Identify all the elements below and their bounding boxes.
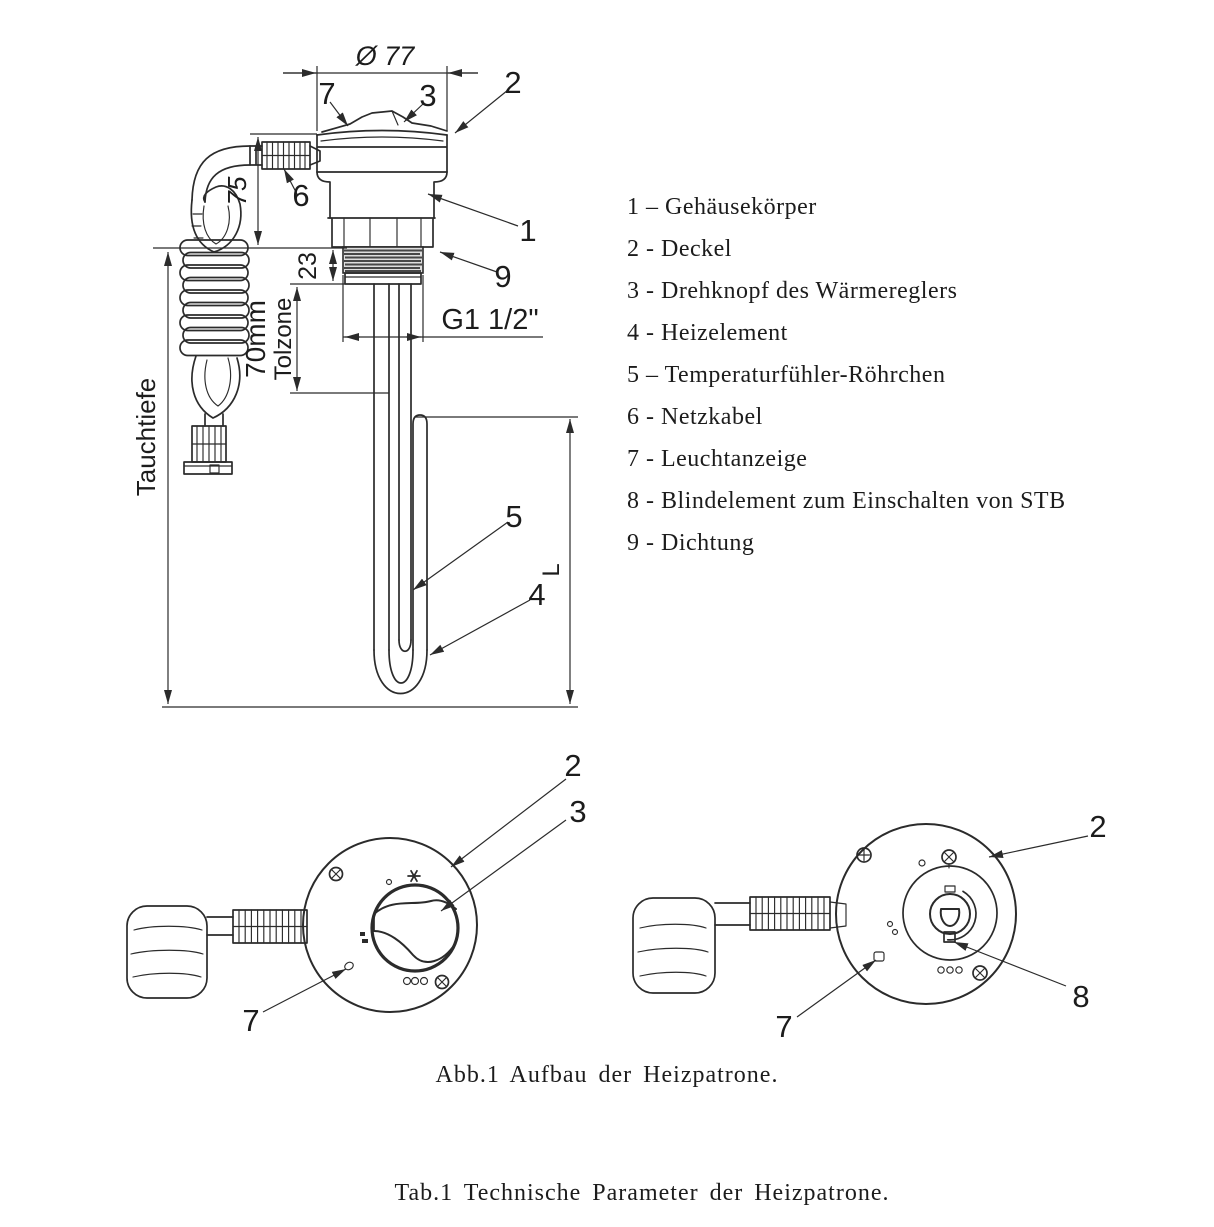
knob-recess-circle: [903, 866, 997, 960]
vent-dots: [404, 978, 428, 985]
legend-item-1: 1 – Gehäusekörper: [627, 194, 817, 220]
callout-3-main: 3: [419, 78, 437, 113]
callout-4-main: 4: [528, 577, 546, 612]
heating-element-tubes: [374, 284, 427, 694]
plug-and-cable-left: [127, 906, 307, 998]
immersion-depth-label: Tauchtiefe: [131, 377, 161, 497]
hex-nut: [328, 218, 435, 247]
diameter-dim-label: Ø 77: [355, 41, 415, 71]
dimension-diameter: [283, 41, 478, 131]
legend-item-8: 8 - Blindelement zum Einschalten von STB: [627, 488, 1066, 514]
cable-height-dim-label: 75: [222, 176, 252, 206]
legend-item-7: 7 - Leuchtanzeige: [627, 446, 808, 472]
element-length-label: L: [538, 563, 565, 577]
thermostat-shaft: [930, 886, 976, 942]
parts-legend: [627, 186, 1097, 564]
deadzone-value-label: 70mm: [240, 300, 271, 378]
power-plug: [184, 426, 232, 474]
mold-marks: [360, 932, 368, 943]
cable-coil: [180, 240, 249, 356]
dimension-deadzone: [240, 284, 389, 393]
figure-caption: Abb.1 Aufbau der Heizpatrone.: [435, 1062, 779, 1088]
cable-bottom-loop: [192, 356, 240, 426]
cover-plate-circle: [303, 838, 477, 1012]
legend-item-9: 9 - Dichtung: [627, 530, 755, 556]
legend-item-6: 6 - Netzkabel: [627, 404, 763, 430]
right-view-callouts: [775, 809, 1106, 1044]
callout-2-left-view: 2: [564, 748, 582, 783]
housing-cap-profile: [317, 111, 447, 218]
table-caption: Tab.1 Technische Parameter der Heizpatrone.: [394, 1180, 890, 1206]
gasket-washer: [345, 273, 421, 284]
callout-7-main: 7: [318, 76, 336, 111]
scale-dot-mark: [919, 860, 925, 866]
callout-7-right-view: 7: [775, 1009, 793, 1044]
screw-icon: [857, 848, 871, 862]
callout-8-right-view: 8: [1072, 979, 1090, 1014]
main-view-callouts: [284, 65, 546, 655]
top-view-with-knob: [127, 748, 587, 1038]
dimension-immersion-depth: [131, 252, 168, 704]
callout-3-left-view: 3: [569, 794, 587, 829]
callout-6-main: 6: [292, 178, 310, 213]
plug-and-cable-right: [633, 897, 846, 993]
thread-size-label: G1 1/2": [441, 304, 539, 336]
main-section-view: [131, 41, 578, 707]
frost-symbol-icon: [942, 850, 956, 868]
callout-2-main: 2: [504, 65, 522, 100]
callout-5-main: 5: [505, 499, 523, 534]
dimension-element-length: [415, 417, 578, 704]
legend-item-3: 3 - Drehknopf des Wärmereglers: [627, 278, 958, 304]
callout-9-main: 9: [494, 259, 512, 294]
left-view-callouts: [242, 748, 586, 1038]
pipe-thread: [343, 247, 423, 273]
screw-icon: [973, 966, 987, 980]
frost-symbol-icon: [408, 871, 420, 881]
mold-marks: [888, 922, 898, 935]
scale-dot-mark: [387, 880, 392, 885]
deadzone-text-label: Tolzone: [270, 297, 297, 381]
thread-length-dim-label: 23: [294, 252, 322, 280]
legend-item-5: 5 – Temperaturfühler-Röhrchen: [627, 362, 946, 388]
vent-dots: [938, 967, 962, 973]
dimension-thread-length: [294, 250, 333, 281]
top-view-knob-removed: [633, 809, 1107, 1044]
callout-7-left-view: 7: [242, 1003, 260, 1038]
cover-plate-circle: [836, 824, 1016, 1004]
dimension-thread-size: [343, 275, 543, 342]
legend-item-4: 4 - Heizelement: [627, 320, 788, 346]
screw-icon: [436, 976, 449, 989]
screw-icon: [330, 868, 343, 881]
callout-1-main: 1: [519, 213, 537, 248]
legend-item-2: 2 - Deckel: [627, 236, 732, 262]
callout-2-right-view: 2: [1089, 809, 1107, 844]
